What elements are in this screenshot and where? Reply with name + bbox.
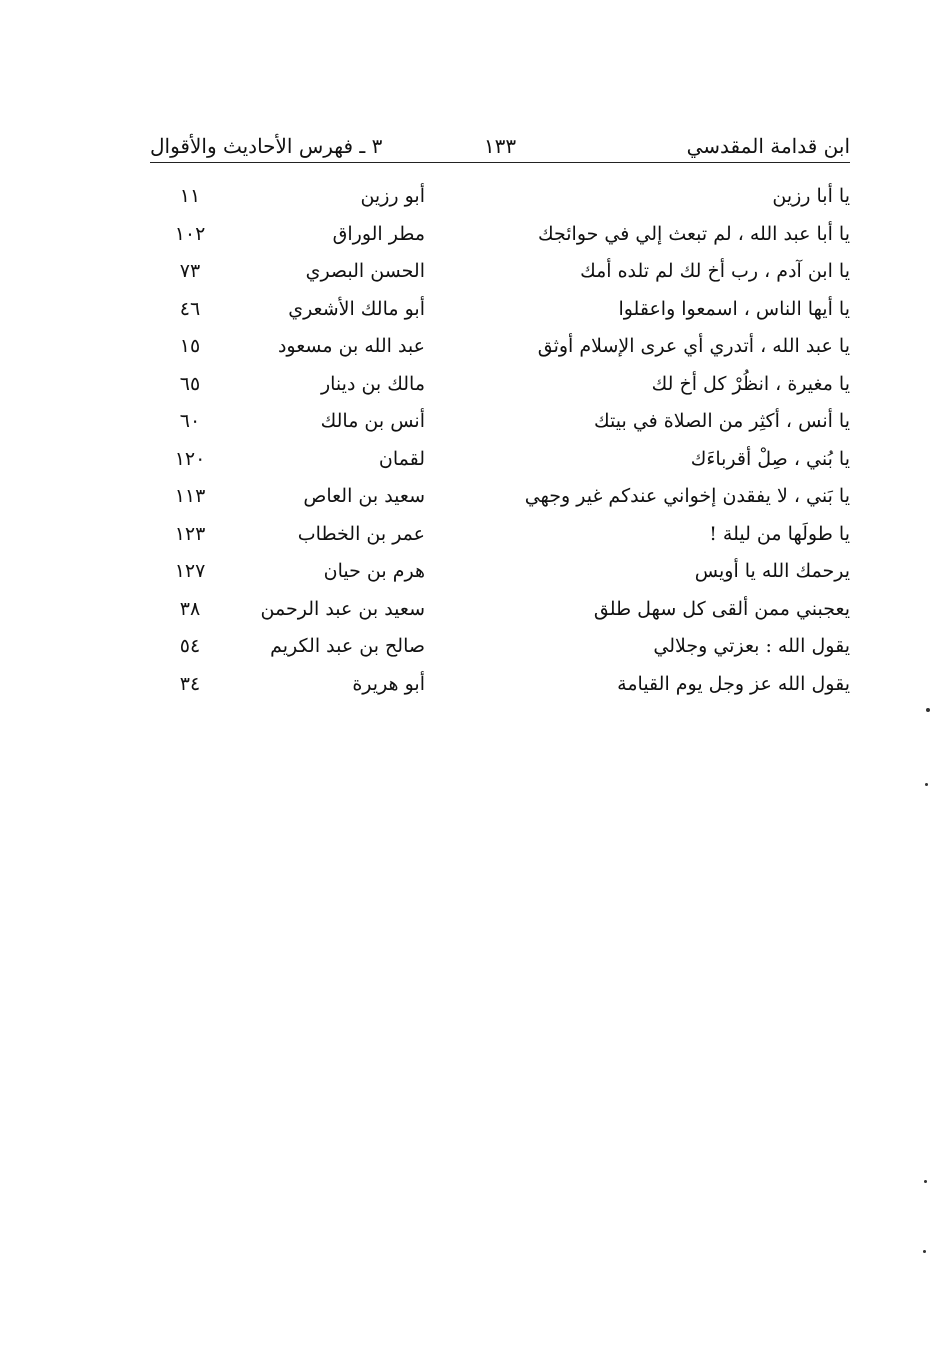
header-author: ابن قدامة المقدسي — [686, 134, 850, 158]
page-reference: ١٢٣ — [174, 522, 206, 545]
page-reference: ٦٠ — [179, 410, 201, 432]
narrator-name: عمر بن الخطاب — [297, 522, 425, 545]
saying-text: يا أبا عبد الله ، لم تبعث إلي في حوائجك — [537, 222, 850, 245]
index-table — [150, 178, 850, 703]
narrator-name: سعيد بن عبد الرحمن — [260, 597, 425, 620]
saying-text: يا طولَها من ليلة ! — [709, 522, 850, 545]
page-reference: ١١ — [179, 185, 201, 207]
index-row — [150, 216, 850, 254]
page-reference: ١٢٠ — [174, 447, 206, 470]
narrator-name: صالح بن عبد الكريم — [270, 635, 425, 657]
narrator-name: أبو مالك الأشعري — [288, 297, 425, 320]
index-row — [150, 441, 850, 479]
narrator-name: مطر الوراق — [332, 222, 425, 245]
index-row — [150, 366, 850, 404]
page-reference: ١٥ — [179, 335, 201, 357]
page-reference: ٧٣ — [179, 260, 201, 282]
saying-text: يقول الله : بعزتي وجلالي — [653, 635, 850, 657]
narrator-name: الحسن البصري — [305, 260, 425, 282]
index-row — [150, 328, 850, 366]
narrator-name: أبو رزين — [360, 185, 425, 207]
index-row — [150, 253, 850, 291]
page-reference: ١١٣ — [174, 485, 206, 507]
scan-speck — [926, 708, 930, 712]
page-reference: ٤٦ — [179, 297, 201, 320]
page-number: ١٣٣ — [483, 134, 517, 158]
saying-text: يا أبا رزين — [772, 185, 850, 207]
scan-speck — [923, 1250, 926, 1253]
saying-text: يا أنس ، أكثِر من الصلاة في بيتك — [594, 410, 850, 432]
index-row — [150, 403, 850, 441]
narrator-name: هرم بن حيان — [323, 560, 425, 582]
saying-text: يا بَني ، لا يفقدن إخواني عندكم غير وجهي — [524, 485, 850, 507]
saying-text: يا ابن آدم ، رب أخ لك لم تلده أمك — [580, 260, 850, 282]
page-reference: ٥٤ — [179, 635, 201, 657]
saying-text: يا مغيرة ، انظُرْ كل أخ لك — [651, 372, 850, 395]
saying-text: يعجبني ممن ألقى كل سهل طلق — [593, 597, 850, 620]
saying-text: يقول الله عز وجل يوم القيامة — [617, 672, 850, 695]
page-reference: ٣٨ — [179, 597, 201, 620]
running-header — [150, 128, 850, 164]
narrator-name: مالك بن دينار — [320, 372, 425, 395]
header-divider — [150, 162, 850, 163]
saying-text: يا بُني ، صِلْ أقرباءَك — [690, 447, 850, 470]
index-row — [150, 591, 850, 629]
index-row — [150, 516, 850, 554]
index-row — [150, 291, 850, 329]
header-section-title: ٣ ـ فهرس الأحاديث والأقوال — [150, 134, 383, 158]
narrator-name: سعيد بن العاص — [303, 485, 425, 507]
index-row — [150, 666, 850, 704]
saying-text: يا عبد الله ، أتدري أي عرى الإسلام أوثق — [537, 335, 850, 357]
page-reference: ١٠٢ — [174, 222, 206, 245]
saying-text: يا أيها الناس ، اسمعوا واعقلوا — [618, 297, 850, 320]
narrator-name: أبو هريرة — [352, 672, 425, 695]
page-reference: ٣٤ — [179, 672, 201, 695]
index-row — [150, 478, 850, 516]
saying-text: يرحمك الله يا أويس — [694, 560, 850, 582]
narrator-name: عبد الله بن مسعود — [277, 335, 425, 357]
scan-speck — [924, 1180, 927, 1183]
index-row — [150, 628, 850, 666]
narrator-name: لقمان — [378, 447, 425, 470]
page-reference: ٦٥ — [179, 372, 201, 395]
index-row — [150, 553, 850, 591]
narrator-name: أنس بن مالك — [320, 410, 425, 432]
scan-speck — [925, 783, 928, 786]
index-row — [150, 178, 850, 216]
page-reference: ١٢٧ — [174, 560, 206, 582]
